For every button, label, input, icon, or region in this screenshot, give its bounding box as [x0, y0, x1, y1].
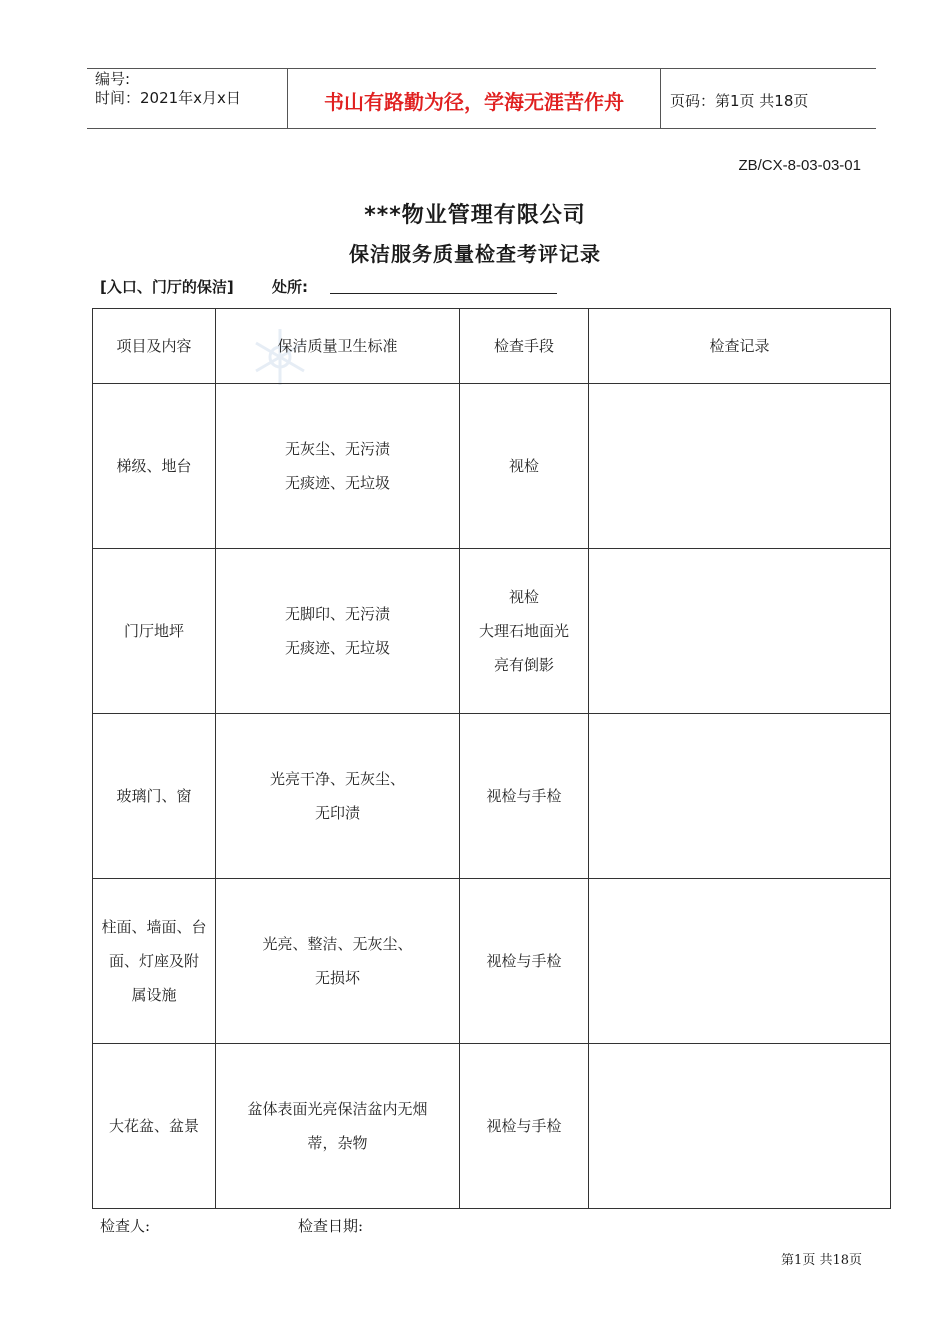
header-top-rule: [87, 68, 876, 69]
row-standard-cell: [216, 549, 460, 714]
serial-label: 编号:: [95, 70, 131, 88]
table-row: [93, 879, 891, 1044]
row-method-cell: [460, 1044, 589, 1209]
inspector-label: 检查人:: [100, 1217, 151, 1235]
row-method-cell-line: 大理石地面光: [478, 622, 569, 640]
row-item-cell-line: 柱面、墙面、台: [101, 918, 207, 936]
record-title: 保洁服务质量检查考评记录: [349, 242, 601, 266]
row-item-cell-line: 大花盆、盆景: [108, 1117, 199, 1135]
row-record-cell[interactable]: [589, 384, 891, 549]
row-item-cell: [93, 714, 216, 879]
row-item-cell: [93, 1044, 216, 1209]
footer-page-info: 第1页 共18页: [781, 1253, 862, 1268]
document-code: ZB/CX-8-03-03-01: [738, 157, 861, 174]
row-standard-cell: [216, 879, 460, 1044]
row-item-cell: [93, 384, 216, 549]
row-standard-cell-line: 无灰尘、无污渍: [284, 440, 390, 458]
table-row: [93, 1044, 891, 1209]
header-bottom-rule: [87, 128, 876, 129]
row-record-cell[interactable]: [589, 1044, 891, 1209]
inspection-date-label: 检查日期:: [298, 1217, 364, 1235]
row-item-cell-line: 梯级、地台: [116, 457, 192, 475]
col-header-method: 检查手段: [460, 309, 589, 384]
row-method-cell-line: 视检: [508, 457, 539, 475]
col-header-record: 检查记录: [589, 309, 891, 384]
row-method-cell: [460, 549, 589, 714]
header-divider-right: [660, 68, 661, 129]
row-method-cell-line: 视检与手检: [486, 1117, 562, 1135]
row-item-cell-line: 门厅地坪: [123, 622, 184, 640]
row-standard-cell-line: 蒂，杂物: [307, 1134, 368, 1152]
row-method-cell-line: 视检与手检: [486, 787, 562, 805]
col-header-item: 项目及内容: [93, 309, 216, 384]
row-record-cell[interactable]: [589, 549, 891, 714]
row-record-cell[interactable]: [589, 714, 891, 879]
header-page-info: 页码：第1页 共18页: [670, 92, 809, 110]
row-item-cell: [93, 879, 216, 1044]
row-standard-cell: [216, 384, 460, 549]
row-method-cell-line: 视检: [508, 588, 539, 606]
row-method-cell-line: 亮有倒影: [493, 656, 554, 674]
row-standard-cell-line: 光亮干净、无灰尘、: [269, 770, 405, 788]
table-row: [93, 384, 891, 549]
row-item-cell: [93, 549, 216, 714]
col-header-standard: 保洁质量卫生标准: [216, 309, 460, 384]
row-standard-cell-line: 无脚印、无污渍: [284, 605, 390, 623]
place-input-line[interactable]: [330, 293, 557, 294]
row-standard-cell-line: 盆体表面光亮保洁盆内无烟: [247, 1100, 428, 1118]
table-row: [93, 714, 891, 879]
row-record-cell[interactable]: [589, 879, 891, 1044]
row-method-cell: [460, 714, 589, 879]
row-method-cell: [460, 384, 589, 549]
row-standard-cell-line: 无痰迹、无垃圾: [284, 474, 390, 492]
company-title: ***物业管理有限公司: [364, 203, 586, 228]
row-standard-cell-line: 无痰迹、无垃圾: [284, 639, 390, 657]
row-item-cell-line: 玻璃门、窗: [116, 787, 192, 805]
section-label: [入口、门厅的保洁]: [100, 278, 234, 296]
header-meta: [95, 70, 241, 108]
place-label: 处所:: [272, 278, 308, 296]
header-motto: 书山有路勤为径，学海无涯苦作舟: [324, 90, 624, 114]
table-row: [93, 549, 891, 714]
row-item-cell-line: 属设施: [131, 986, 177, 1004]
inspection-table: [92, 308, 891, 1209]
row-item-cell-line: 面、灯座及附: [108, 952, 199, 970]
row-standard-cell: [216, 714, 460, 879]
row-standard-cell: [216, 1044, 460, 1209]
row-method-cell-line: 视检与手检: [486, 952, 562, 970]
row-standard-cell-line: 无印渍: [314, 804, 360, 822]
row-standard-cell-line: 无损坏: [314, 969, 360, 987]
time-label: 时间：2021年x月x日: [95, 89, 241, 107]
row-standard-cell-line: 光亮、整洁、无灰尘、: [262, 935, 413, 953]
row-method-cell: [460, 879, 589, 1044]
table-header-row: [93, 309, 891, 384]
